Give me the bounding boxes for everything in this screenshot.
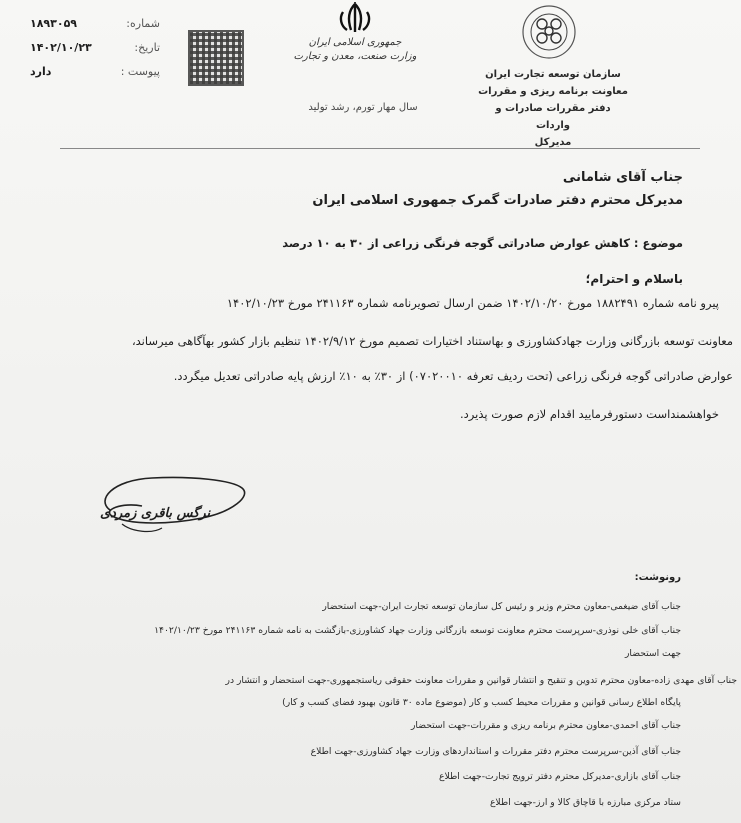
letter-meta <box>30 12 160 84</box>
addressee-title: مدیرکل محترم دفتر صادرات گمرک جمهوری اسلامی ایران <box>312 193 683 208</box>
ministry-name <box>290 36 420 64</box>
qr-code-icon <box>188 30 244 86</box>
body-line-1: پیرو نامه شماره ۱۸۸۲۴۹۱ مورخ ۱۴۰۲/۱۰/۲۰ ضمن ارسال تصویرنامه شماره ۲۴۱۱۶۳ مورخ ۱۴۰۲/۱۰/۲۳ <box>226 296 719 310</box>
signatory-name: نرگس باقری زمردی <box>100 506 211 521</box>
body-line-4: خواهشمنداست دستورفرمایید اقدام لازم صورت پذیرد. <box>460 407 719 421</box>
header-divider <box>60 148 700 149</box>
cc-line: جناب آقای مهدی زاده-معاون محترم تدوین و تنقیح و انتشار قوانین و مقررات معاونت حقوقی ریاستجمهوری-جهت استحضار و انتشار در <box>225 675 737 686</box>
body-line-3: عوارض صادراتی گوجه فرنگی زراعی (تحت ردیف تعرفه ۰۷۰۲۰۰۱۰) از ۳۰٪ به ۱۰٪ ارزش پایه صادراتی تعدیل میگردد. <box>173 369 733 383</box>
cc-title: رونوشت: <box>634 572 681 583</box>
date-label: تاریخ: <box>134 41 160 54</box>
org-line-2: معاونت برنامه ریزی و مقررات <box>478 86 628 97</box>
cc-line: جناب آقای بازاری-مدیرکل محترم دفتر ترویج تجارت-جهت اطلاع <box>439 771 681 782</box>
greeting: باسلام و احترام؛ <box>585 272 683 286</box>
cc-line: جناب آقای ضیغمی-معاون محترم وزیر و رئیس کل سازمان توسعه تجارت ایران-جهت استحضار <box>322 601 681 612</box>
org-line-1: سازمان توسعه تجارت ایران <box>485 69 621 80</box>
addressee: جناب آقای شامانی <box>562 170 683 185</box>
ministry-line-1: جمهوری اسلامی ایران <box>308 37 402 48</box>
cc-line: جناب آقای خلی نوذری-سرپرست محترم معاونت توسعه بازرگانی وزارت جهاد کشاورزی-بازگشت به نامه شماره ۲۴۱۱۶۳ مورخ ۱۴۰۲/۱۰/۲۳ <box>154 625 681 636</box>
cc-line: جناب آقای آذین-سرپرست محترم دفتر مقررات و استانداردهای وزارت جهاد کشاورزی-جهت اطلاع <box>310 746 681 757</box>
cc-line: جناب آقای احمدی-معاون محترم برنامه ریزی و مقررات-جهت استحضار <box>411 720 681 731</box>
organization-name <box>478 66 628 151</box>
attachment-value: دارد <box>30 65 52 78</box>
year-slogan: سال مهار تورم، رشد تولید <box>308 102 418 113</box>
number-value: ۱۸۹۳۰۵۹ <box>30 17 77 30</box>
org-line-3: دفتر مقررات صادرات و واردات <box>495 103 611 131</box>
number-label: شماره: <box>126 17 160 30</box>
attachment-label: پیوست : <box>120 65 160 78</box>
cc-line: ستاد مرکزی مبارزه با قاچاق کالا و ارز-جهت اطلاع <box>489 797 681 808</box>
cc-line: جهت استحضار <box>624 648 681 659</box>
organization-logo-icon <box>508 2 590 62</box>
letter-subject: موضوع : کاهش عوارض صادراتی گوجه فرنگی زراعی از ۳۰ به ۱۰ درصد <box>282 236 683 250</box>
ministry-line-2: وزارت صنعت، معدن و تجارت <box>293 51 417 62</box>
org-line-4: مدیرکل <box>534 137 572 148</box>
cc-line: پایگاه اطلاع رسانی قوانین و مقررات محیط کسب و کار (موضوع ماده ۳۰ قانون بهبود فضای کسب و کار) <box>282 697 681 708</box>
national-emblem-icon <box>335 2 375 34</box>
date-value: ۱۴۰۲/۱۰/۲۳ <box>30 41 92 54</box>
body-line-2: معاونت توسعه بازرگانی وزارت جهادکشاورزی و بهاستناد اختیارات تصمیم مورخ ۱۴۰۲/۹/۱۲ تنظیم بازار کشور بهآگاهی میرساند، <box>131 334 733 348</box>
